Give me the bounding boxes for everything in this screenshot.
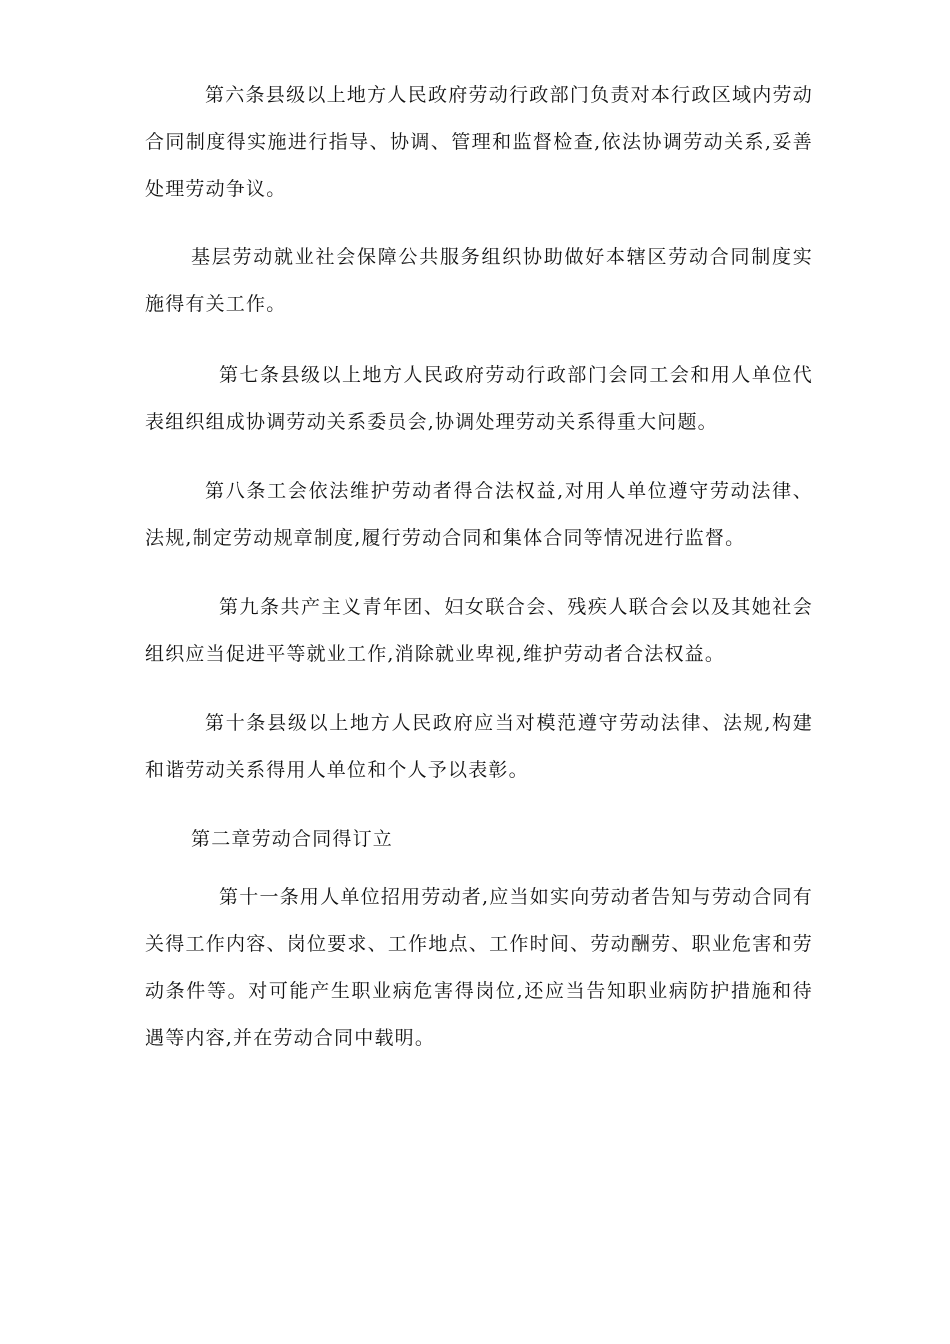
article-8-paragraph: 第八条工会依法维护劳动者得合法权益,对用人单位遵守劳动法律、法规,制定劳动规章制度,履行劳动合同和集体合同等情况进行监督。 [145,480,813,549]
article-7-paragraph: 第七条县级以上地方人民政府劳动行政部门会同工会和用人单位代表组织组成协调劳动关系委员会,协调处理劳动关系得重大问题。 [145,364,813,433]
article-9-paragraph: 第九条共产主义青年团、妇女联合会、残疾人联合会以及其她社会组织应当促进平等就业工作,消除就业卑视,维护劳动者合法权益。 [145,596,813,665]
chapter-2-heading: 第二章劳动合同得订立 [191,828,394,850]
article-11-paragraph: 第十一条用人单位招用劳动者,应当如实向劳动者告知与劳动合同有关得工作内容、岗位要求、工作地点、工作时间、劳动酬劳、职业危害和劳动条件等。对可能产生职业病危害得岗位,还应当告知职业病防护措施和待遇等内容,并在劳动合同中载明。 [145,886,813,1049]
article-6-supplement-paragraph: 基层劳动就业社会保障公共服务组织协助做好本辖区劳动合同制度实施得有关工作。 [145,246,813,315]
article-6-paragraph: 第六条县级以上地方人民政府劳动行政部门负责对本行政区域内劳动合同制度得实施进行指导、协调、管理和监督检查,依法协调劳动关系,妥善处理劳动争议。 [145,84,813,200]
article-10-paragraph: 第十条县级以上地方人民政府应当对模范遵守劳动法律、法规,构建和谐劳动关系得用人单位和个人予以表彰。 [145,712,813,781]
